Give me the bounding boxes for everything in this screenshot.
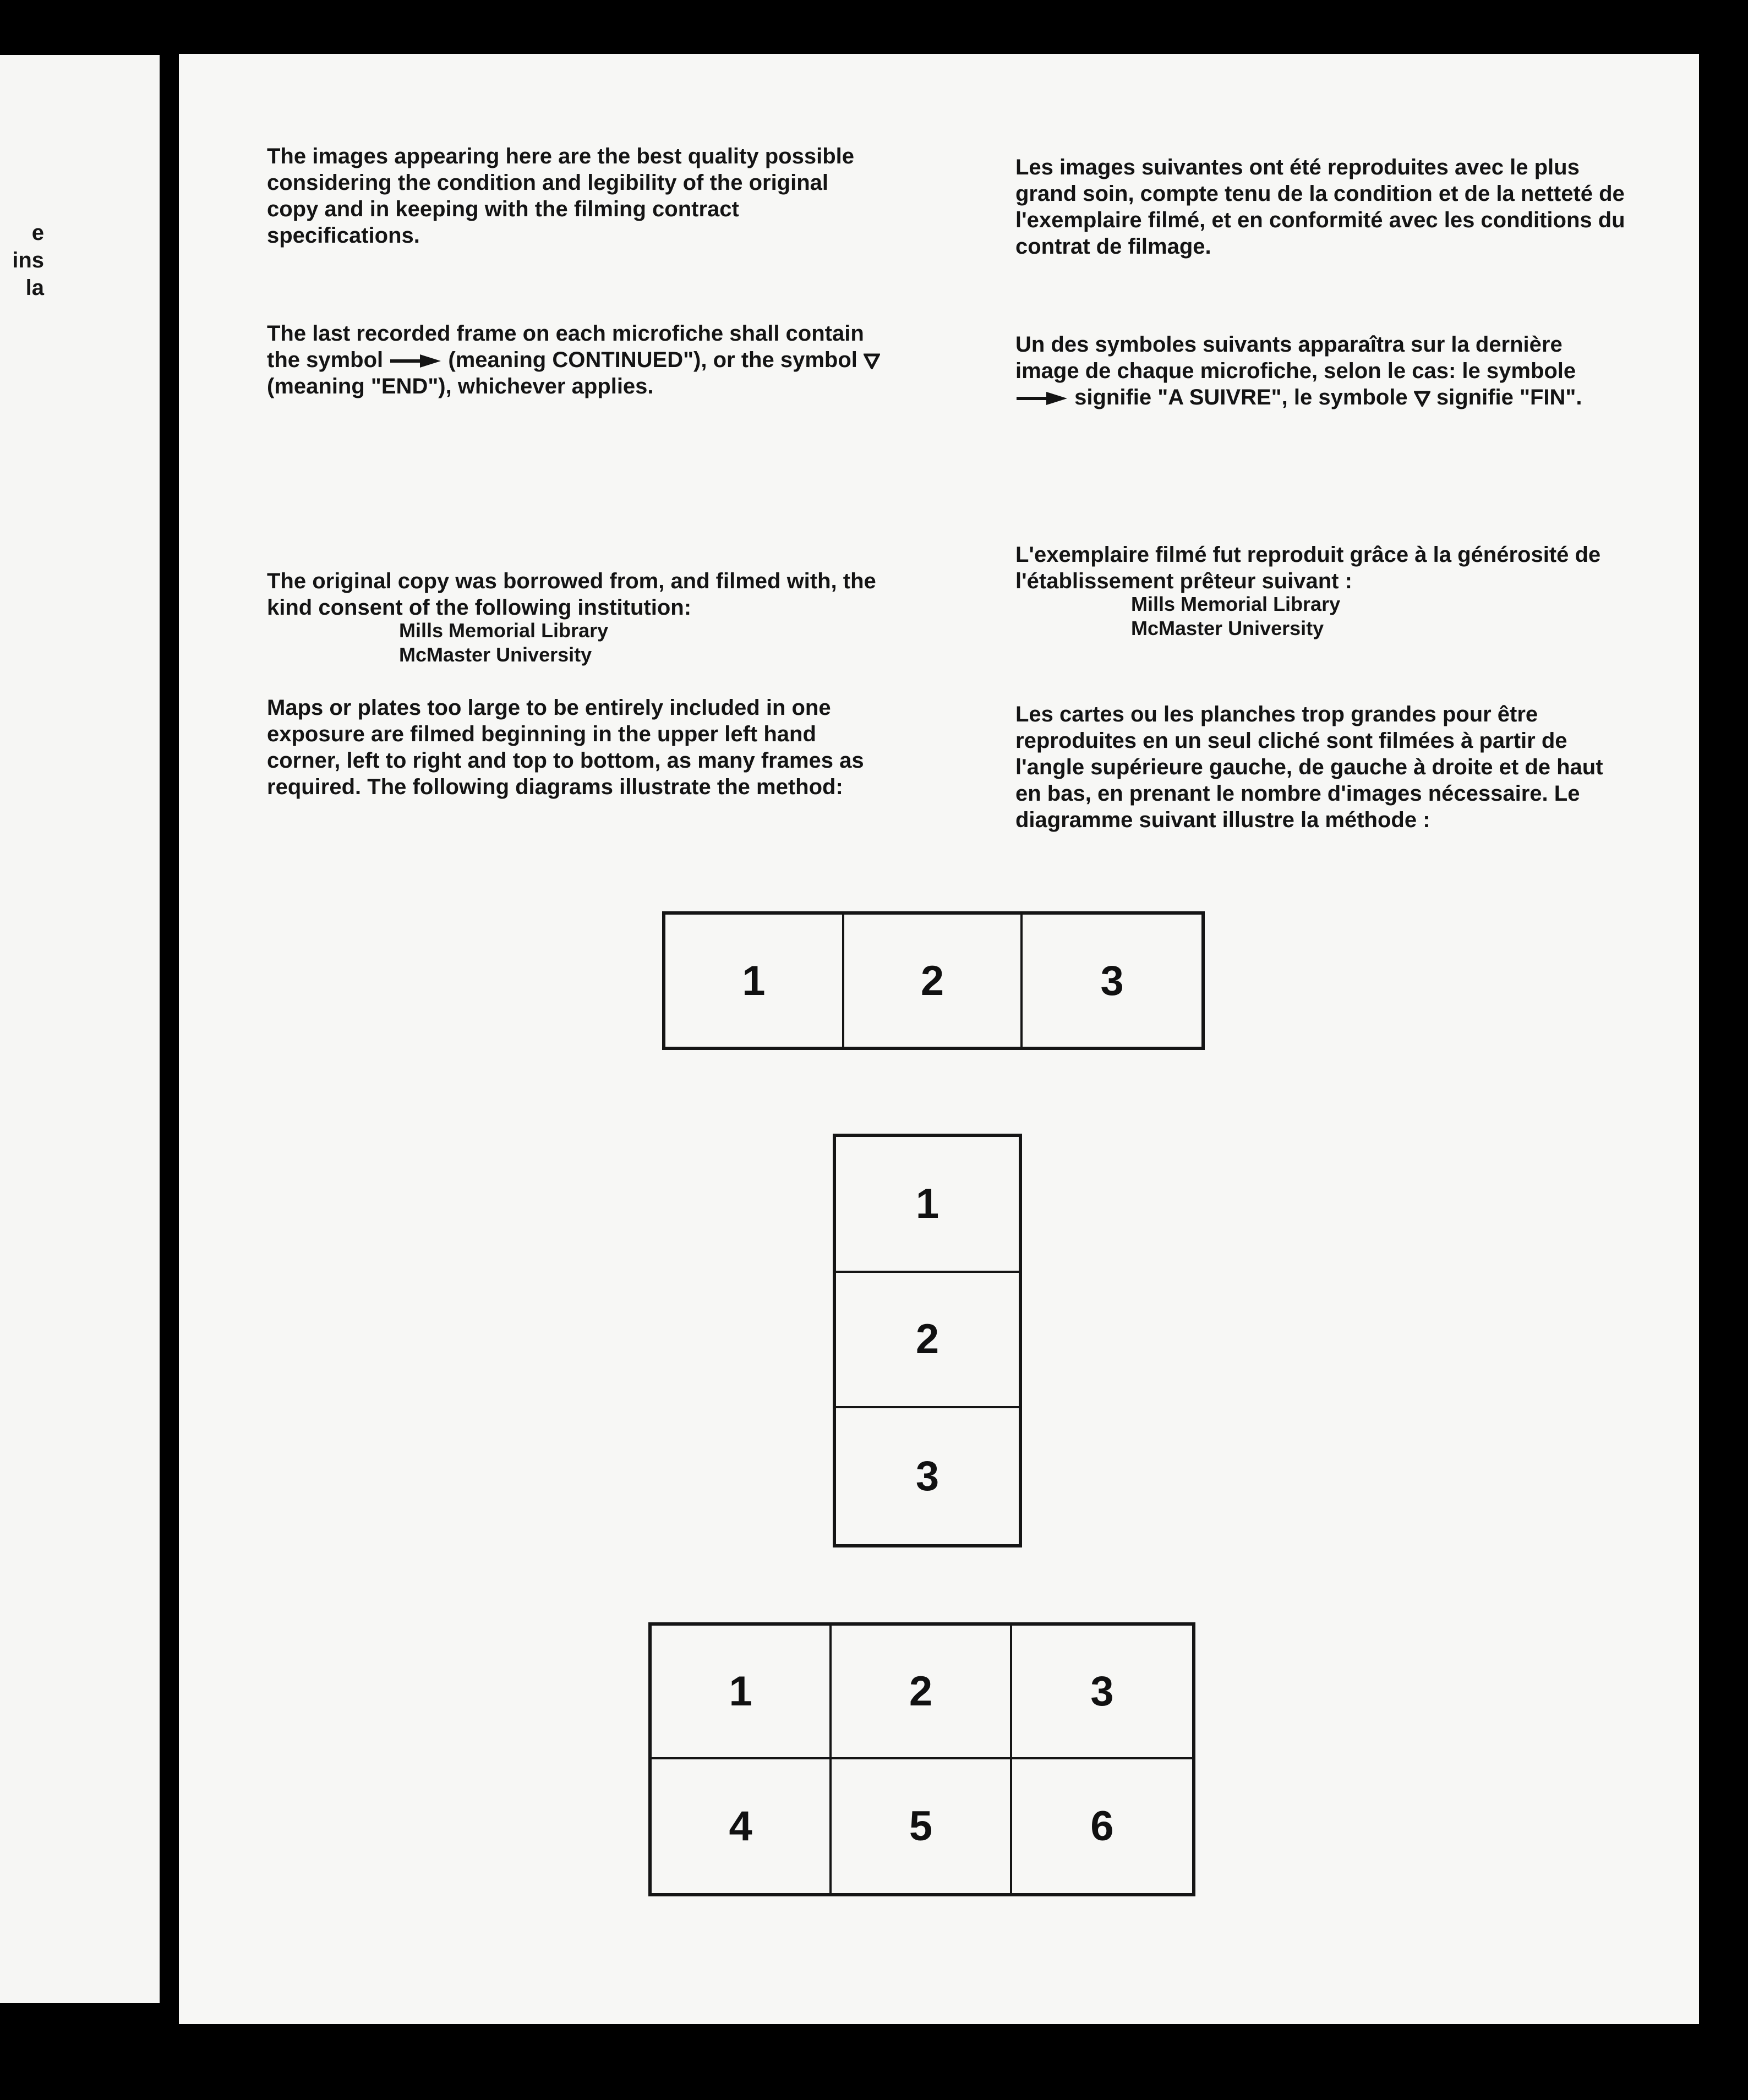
frame-cell: 2 [832, 1626, 1012, 1759]
institution-university: McMaster University [1131, 617, 1324, 639]
english-quality-paragraph: The images appearing here are the best quality possible considering the condition and legibility of the original copy and in keeping with the filming contract specifications. [267, 144, 854, 248]
diagram-six-frames-grid [648, 1622, 1195, 1896]
english-maps-paragraph: Maps or plates too large to be entirely included in one exposure are filmed beginning in the upper left hand corner, left to right and top to bottom, as many frames as required. The following diagrams illustrate the method: [267, 696, 864, 799]
frame-cell: 5 [832, 1759, 1012, 1893]
english-institution-paragraph: The original copy was borrowed from, and filmed with, the kind consent of the following institution: Mills Memorial Library McMaster University [267, 568, 883, 667]
frame-cell: 6 [1090, 1803, 1114, 1850]
french-quality-paragraph: Les images suivantes ont été reproduites avec le plus grand soin, compte tenu de la condition et de la netteté de l'exemplaire filmé, et en conformité avec les conditions du contrat de filmage. [1015, 155, 1625, 259]
continued-arrow-icon [389, 353, 442, 369]
institution-university: McMaster University [399, 643, 592, 666]
frame-cell: 1 [665, 915, 844, 1047]
frame-cell: 1 [652, 1626, 832, 1759]
frame-cell: 4 [652, 1759, 832, 1893]
frame-cell: 1 [836, 1137, 1019, 1273]
microfiche-target-page [179, 54, 1699, 2024]
previous-page-fragment: e [31, 221, 44, 245]
french-symbols-paragraph: Un des symboles suivants apparaîtra sur la dernière image de chaque microfiche, selon le cas: le symbole signifie "A SUIVRE", le symbole signifie "FIN". [1015, 332, 1582, 409]
institution-name: Mills Memorial Library [1131, 593, 1341, 615]
previous-page-edge [0, 55, 160, 2003]
frame-cell: 2 [844, 915, 1023, 1047]
end-triangle-icon [864, 353, 880, 369]
frame-cell: 3 [1100, 957, 1124, 1004]
frame-cell: 3 [1012, 1626, 1192, 1759]
english-symbols-paragraph: The last recorded frame on each microfiche shall contain the symbol (meaning CONTINUED"), or the symbol (meaning "END"), whichever applies. [267, 320, 883, 400]
previous-page-fragment: ins [12, 248, 44, 272]
institution-name: Mills Memorial Library [399, 619, 609, 642]
french-maps-paragraph: Les cartes ou les planches trop grandes pour être reproduites en un seul cliché sont filmées à partir de l'angle supérieure gauche, de gauche à droite et de haut en bas, en prenant le nombre d'images nécessaire. Le diagramme suivant illustre la méthode : [1015, 702, 1603, 832]
diagram-three-frames-row [662, 911, 1205, 1050]
diagram-three-frames-column [833, 1134, 1022, 1547]
previous-page-fragment: la [25, 276, 44, 300]
french-institution-paragraph: L'exemplaire filmé fut reproduit grâce à la générosité de l'établissement prêteur suivant : Mills Memorial Library McMaster University [1015, 542, 1632, 641]
continued-arrow-icon [1015, 391, 1068, 406]
frame-cell: 2 [836, 1273, 1019, 1409]
frame-cell: 3 [915, 1453, 939, 1500]
end-triangle-icon [1414, 390, 1430, 407]
